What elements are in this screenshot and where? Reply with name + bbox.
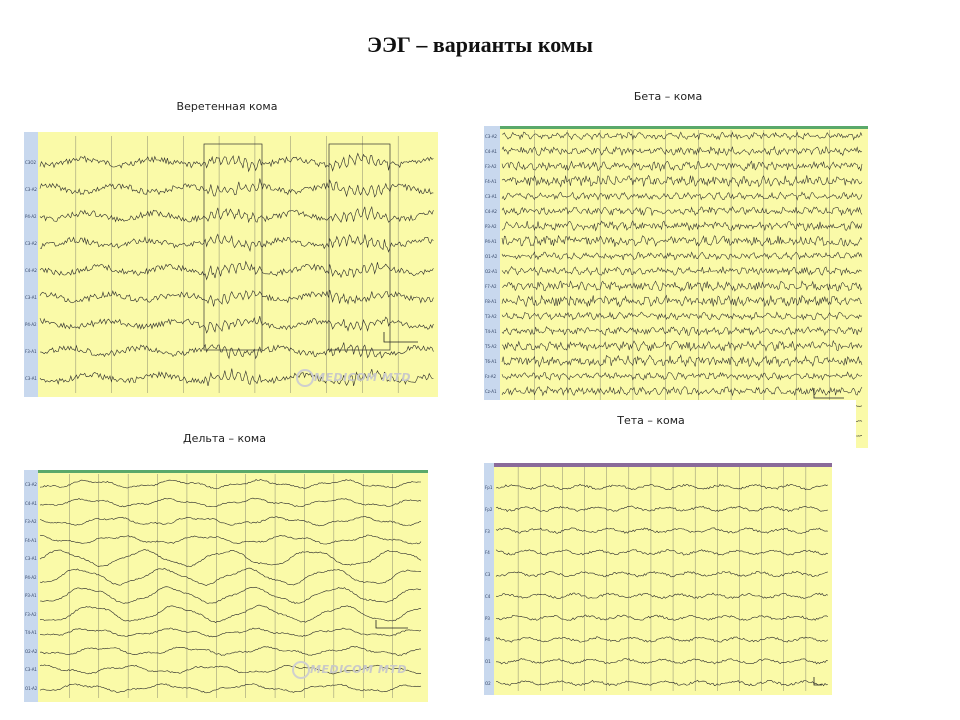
channel-label: F4-A1 [485, 179, 497, 184]
channel-label: T3-A2 [485, 314, 497, 319]
channel-label: C3-A2 [25, 482, 37, 487]
eeg-trace [40, 179, 433, 197]
eeg-trace [502, 312, 862, 320]
channel-label: C4-A1 [485, 149, 497, 154]
slide-title: ЭЭГ – варианты комы [367, 32, 593, 57]
eeg-trace [40, 605, 421, 623]
channel-label: C4-A2 [25, 268, 37, 273]
channel-label: O2-A2 [25, 648, 38, 654]
eeg-trace [40, 550, 421, 567]
channel-label: Fp2 [485, 506, 493, 512]
eeg-trace [40, 153, 433, 171]
channel-label: P4 [485, 637, 490, 643]
eeg-trace [502, 341, 862, 351]
eeg-trace [502, 267, 862, 276]
calibration-marker [814, 677, 822, 685]
panel-title-beta: Бета – кома [633, 90, 703, 103]
channel-label: P4-A2 [25, 214, 37, 219]
medicom-logo-icon [292, 661, 310, 679]
channel-label: O1-A2 [485, 254, 498, 259]
spindle-highlight-box [329, 144, 390, 350]
eeg-trace [502, 327, 862, 336]
eeg-traces-theta [484, 463, 832, 695]
channel-label: C3-A1 [25, 295, 37, 300]
channel-label: F4-A1 [25, 537, 37, 543]
eeg-trace [502, 192, 862, 200]
channel-label: P3-A2 [485, 224, 497, 229]
eeg-trace [40, 684, 421, 693]
eeg-chart-theta [484, 463, 832, 695]
eeg-trace [502, 372, 862, 380]
eeg-trace [502, 221, 862, 231]
channel-label: C4-A1 [25, 500, 37, 506]
eeg-trace [40, 262, 433, 280]
calibration-marker [376, 620, 408, 628]
eeg-trace [40, 207, 433, 223]
channel-label: F8-A1 [485, 299, 497, 304]
channel-label: F3-A2 [25, 611, 37, 617]
eeg-trace [502, 175, 862, 186]
eeg-trace [502, 161, 862, 171]
eeg-trace [496, 659, 828, 665]
eeg-trace [40, 535, 421, 544]
channel-label: O1 [485, 659, 491, 665]
eeg-trace [40, 587, 421, 604]
eeg-trace [502, 252, 862, 260]
channel-label: C3-A2 [25, 241, 37, 246]
eeg-trace [502, 355, 862, 367]
channel-label: C3-A1 [485, 194, 497, 199]
medicom-logo-icon [296, 369, 314, 387]
channel-label: T4-A1 [25, 630, 37, 636]
eeg-trace [496, 528, 828, 534]
channel-label: C3 [485, 572, 491, 578]
eeg-chart-spindle [24, 132, 438, 397]
channel-label: F3 [485, 528, 490, 534]
channel-label: O2 [485, 681, 491, 686]
eeg-trace [40, 316, 433, 333]
eeg-trace [40, 479, 421, 488]
channel-label: C3-A1 [25, 556, 37, 562]
channel-label: F4 [485, 550, 490, 556]
eeg-trace [502, 147, 862, 156]
eeg-trace [496, 593, 828, 599]
eeg-trace [496, 506, 828, 512]
channel-label: Fp1 [485, 485, 493, 490]
calibration-marker [384, 332, 418, 342]
channel-label: C4 [485, 593, 491, 599]
channel-label: Cz-A1 [485, 389, 497, 394]
channel-label: F3-A1 [25, 349, 37, 354]
channel-label: C4-A2 [485, 209, 497, 214]
eeg-trace [502, 281, 862, 291]
panel-title-spindle: Веретенная кома [176, 100, 278, 113]
channel-label: Fz-A2 [485, 374, 497, 379]
eeg-trace [40, 517, 421, 526]
eeg-trace [496, 680, 828, 686]
panel-title-theta: Тета – кома [617, 414, 685, 427]
panel-theta-coma [446, 400, 856, 718]
eeg-trace [496, 637, 828, 643]
eeg-chart-delta [24, 470, 428, 702]
channel-label: T6-A1 [485, 359, 497, 364]
channel-label: F3-A2 [25, 519, 37, 525]
channel-label: O2-A1 [485, 269, 498, 274]
eeg-trace [502, 207, 862, 215]
watermark: MEDICOM MTD [310, 663, 407, 676]
channel-label: T5-A2 [485, 344, 497, 349]
eeg-trace [40, 290, 433, 306]
eeg-trace [496, 615, 828, 621]
eeg-trace [496, 550, 828, 556]
channel-label: F7-A2 [485, 284, 497, 289]
eeg-trace [40, 568, 421, 585]
channel-label: P4-A2 [25, 574, 37, 580]
channel-label: F3-A2 [485, 164, 497, 169]
channel-label: P4-A1 [485, 239, 497, 244]
channel-label: C3-A2 [25, 187, 37, 192]
calibration-marker [814, 388, 844, 398]
panel-title-delta: Дельта – кома [183, 432, 266, 445]
eeg-trace [502, 387, 862, 396]
channel-label: T4-A1 [485, 329, 497, 334]
eeg-trace [40, 646, 421, 655]
eeg-traces-spindle [24, 132, 438, 397]
watermark: MEDICOM MTD [314, 371, 411, 384]
panel-beta-coma [448, 64, 888, 394]
channel-label: P3-A1 [25, 593, 37, 599]
eeg-trace [40, 498, 421, 507]
channel-label: C3-A1 [25, 667, 37, 673]
eeg-trace [496, 571, 828, 577]
channel-label: P3 [485, 615, 490, 621]
eeg-trace [502, 132, 862, 140]
panel-delta-coma [8, 410, 436, 710]
spindle-highlight-box [204, 144, 262, 350]
eeg-trace [502, 295, 862, 306]
channel-label: O1-A2 [25, 686, 38, 691]
channel-label: C3O2 [25, 160, 37, 165]
channel-label: C3-A2 [485, 134, 497, 139]
eeg-trace [40, 628, 421, 637]
channel-label: P4-A2 [25, 322, 37, 327]
eeg-trace [40, 343, 433, 359]
eeg-trace [40, 234, 433, 252]
panel-spindle-coma [8, 64, 446, 404]
eeg-trace [502, 236, 862, 247]
channel-label: C3-A1 [25, 376, 37, 381]
eeg-trace [496, 484, 828, 489]
